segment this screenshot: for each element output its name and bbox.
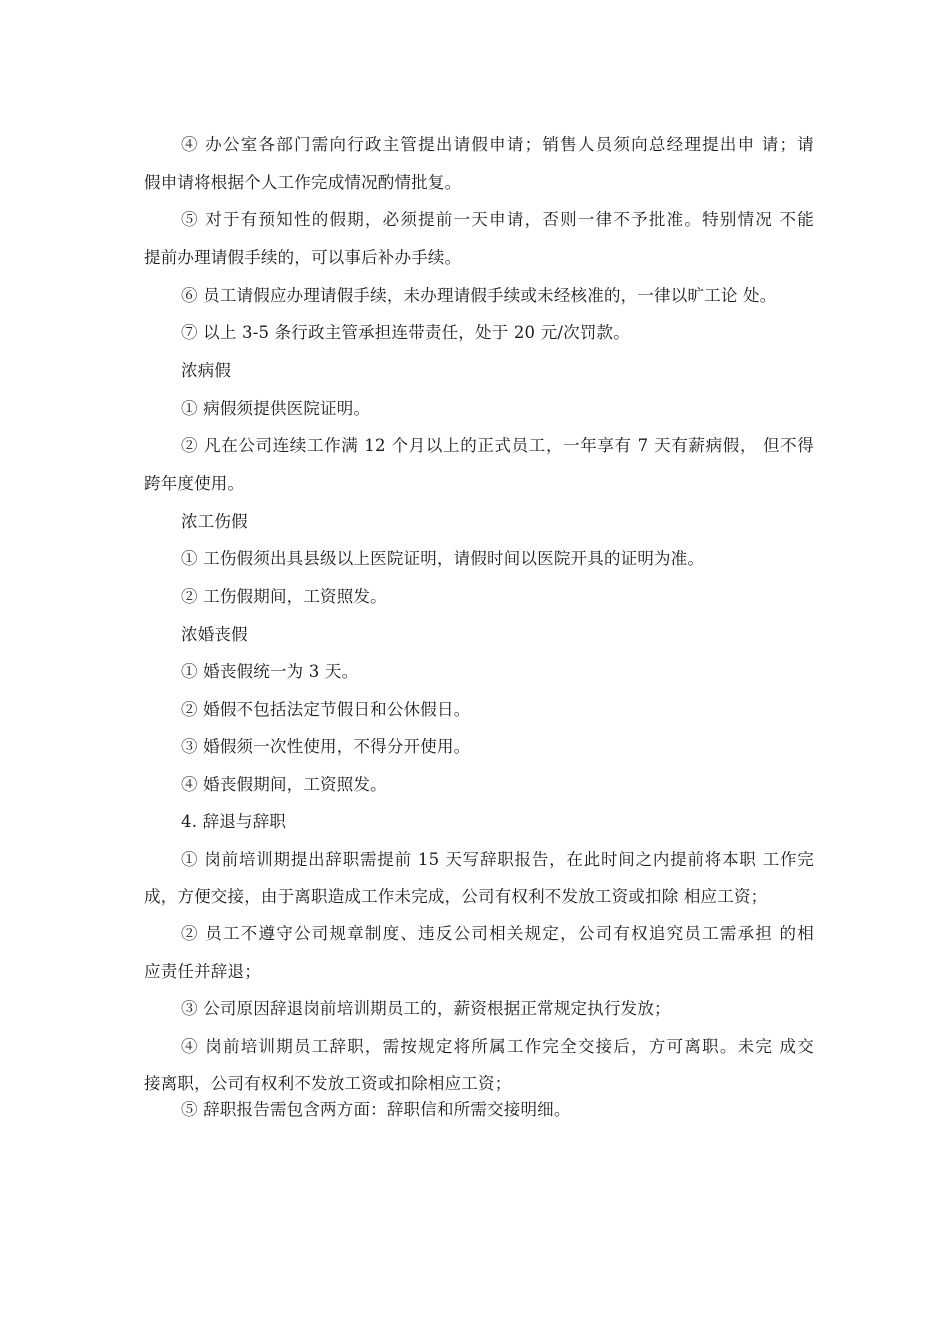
section-heading: 浓病假	[181, 361, 232, 380]
paragraph-line: ⑦ 以上 3-5 条行政主管承担连带责任，处于 20 元/次罚款。	[181, 323, 630, 342]
paragraph-line: ① 婚丧假统一为 3 天。	[181, 662, 359, 681]
paragraph-line: 成，方便交接，由于离职造成工作未完成，公司有权利不发放工资或扣除 相应工资；	[144, 887, 768, 906]
paragraph-line: 接离职，公司有权利不发放工资或扣除相应工资；	[144, 1074, 512, 1093]
paragraph-line: ④ 岗前培训期员工辞职，需按规定将所属工作完全交接后，方可离职。未完 成交	[181, 1037, 814, 1056]
paragraph-line: ① 工伤假须出具县级以上医院证明，请假时间以医院开具的证明为准。	[181, 549, 705, 568]
section-heading: 4. 辞退与辞职	[181, 812, 287, 831]
paragraph-line: ⑥ 员工请假应办理请假手续，未办理请假手续或未经核准的，一律以旷工论 处。	[181, 286, 777, 305]
section-heading: 浓婚丧假	[181, 625, 248, 644]
paragraph-line: ⑤ 辞职报告需包含两方面：辞职信和所需交接明细。	[181, 1100, 571, 1119]
paragraph-line: 假申请将根据个人工作完成情况酌情批复。	[144, 173, 462, 192]
paragraph-line: 应责任并辞退；	[144, 962, 261, 981]
paragraph-line: ⑤ 对于有预知性的假期，必须提前一天申请，否则一律不予批准。特别情况 不能	[181, 210, 814, 229]
paragraph-line: ③ 公司原因辞退岗前培训期员工的，薪资根据正常规定执行发放；	[181, 999, 671, 1018]
paragraph-line: ② 凡在公司连续工作满 12 个月以上的正式员工，一年享有 7 天有薪病假， 但不得	[181, 436, 814, 455]
paragraph-line: ② 婚假不包括法定节假日和公休假日。	[181, 700, 471, 719]
paragraph-line: ① 病假须提供医院证明。	[181, 399, 371, 418]
paragraph-line: ④ 办公室各部门需向行政主管提出请假申请；销售人员须向总经理提出申 请；请	[181, 135, 814, 154]
paragraph-line: ③ 婚假须一次性使用，不得分开使用。	[181, 737, 471, 756]
paragraph-line: ② 员工不遵守公司规章制度、违反公司相关规定，公司有权追究员工需承担 的相	[181, 924, 814, 943]
section-heading: 浓工伤假	[181, 512, 248, 531]
paragraph-line: 提前办理请假手续的，可以事后补办手续。	[144, 248, 462, 267]
paragraph-line: ④ 婚丧假期间，工资照发。	[181, 775, 387, 794]
paragraph-line: 跨年度使用。	[144, 474, 245, 493]
paragraph-line: ① 岗前培训期提出辞职需提前 15 天写辞职报告，在此时间之内提前将本职 工作完	[181, 850, 814, 869]
paragraph-line: ② 工伤假期间，工资照发。	[181, 587, 387, 606]
